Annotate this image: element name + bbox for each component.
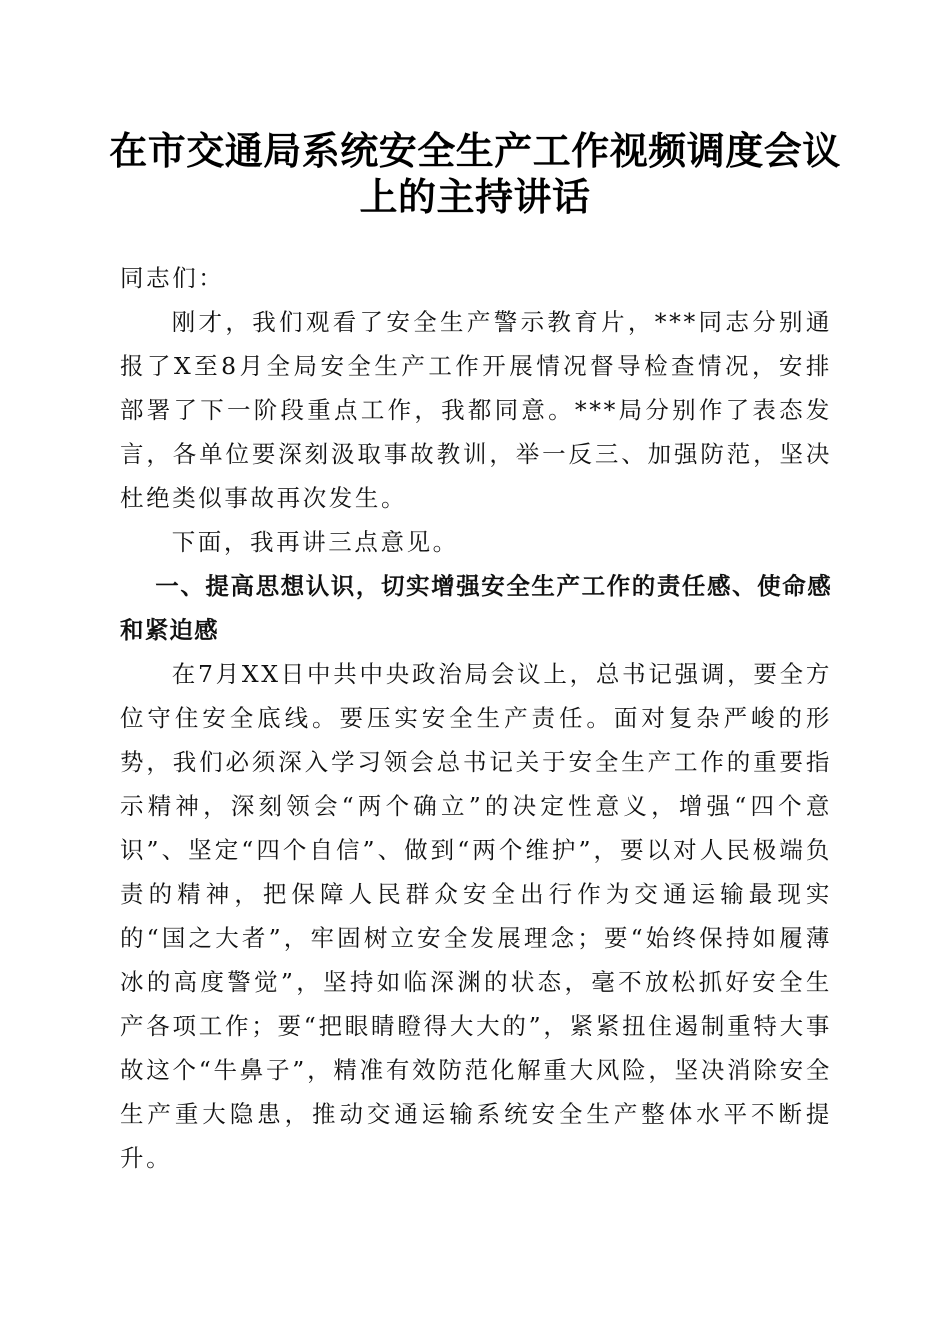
salutation: 同志们： (120, 264, 225, 292)
paragraph-transition: 下面，我再讲三点意见。 (171, 528, 459, 556)
paragraph-opening: 刚才，我们观看了安全生产警示教育片，***同志分别通报了X至8月全局安全生产工作开展情况督导检查情况，安排部署了下一阶段重点工作，我都同意。***局分别作了表态发言，各单位要深刻汲取事故教训，举一反三、加强防范，坚决杜绝类似事故再次发生。 (120, 308, 832, 512)
document-title: 在市交通局系统安全生产工作视频调度会议上的主持讲话 (109, 128, 841, 219)
document-body (120, 256, 832, 1180)
section-heading-1: 一、提高思想认识，切实增强安全生产工作的责任感、使命感和紧迫感 (120, 572, 832, 644)
section-1-paragraph: 在7月XX日中共中央政治局会议上，总书记强调，要全方位守住安全底线。要压实安全生产责任。面对复杂严峻的形势，我们必须深入学习领会总书记关于安全生产工作的重要指示精神，深刻领会“两个确立”的决定性意义，增强“四个意识”、坚定“四个自信”、做到“两个维护”，要以对人民极端负责的精神，把保障人民群众安全出行作为交通运输最现实的“国之大者”，牢固树立安全发展理念；要“始终保持如履薄冰的高度警觉”，坚持如临深渊的状态，毫不放松抓好安全生产各项工作；要“把眼睛瞪得大大的”，紧紧扭住遏制重特大事故这个“牛鼻子”，精准有效防范化解重大风险，坚决消除安全生产重大隐患，推动交通运输系统安全生产整体水平不断提升。 (120, 660, 832, 1172)
